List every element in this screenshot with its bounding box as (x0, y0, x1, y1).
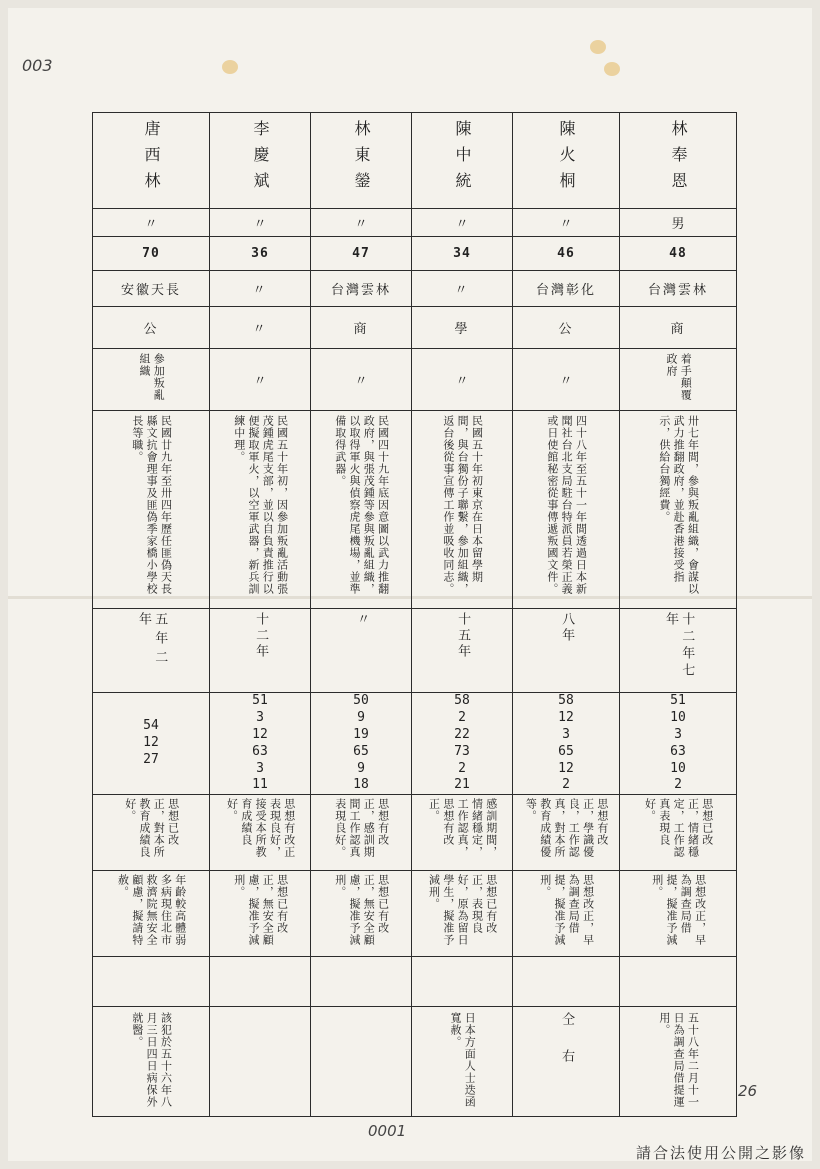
table-row-sex (93, 209, 737, 237)
cell-remarks (412, 1007, 513, 1117)
remarks-text: 日本方面人士迭函寬赦。 (449, 1011, 477, 1108)
cell-sex: 〃 (311, 209, 412, 237)
date-value: 10 (670, 709, 686, 725)
cell-remarks (311, 1007, 412, 1117)
cell-dates (311, 693, 412, 795)
date-value: 65 (558, 743, 574, 759)
cell-dates (210, 693, 311, 795)
table-row-dates (93, 693, 737, 795)
prisoner-table (92, 112, 737, 1117)
date-value: 12 (558, 709, 574, 725)
cell-dates (93, 693, 210, 795)
cell-occupation: 公 (93, 307, 210, 349)
table-row-sentence (93, 609, 737, 693)
cell-facts (412, 411, 513, 609)
conduct-text: 思想已改正，情緒穩定，工作認真表現良好。 (643, 797, 714, 858)
cell-age: 34 (412, 237, 513, 271)
sentence-text: 五年二年 (136, 611, 168, 669)
cell-name (620, 113, 737, 209)
cell-blank (311, 957, 412, 1007)
cell-origin: 〃 (412, 271, 513, 307)
conduct-text: 思想有改正表現良好，接受本所教育成績良好。 (225, 797, 296, 858)
date-value: 3 (674, 726, 682, 742)
cell-origin: 台灣雲林 (311, 271, 412, 307)
cell-opinion (210, 871, 311, 957)
cell-dates (513, 693, 620, 795)
cell-crime: 〃 (311, 349, 412, 411)
cell-conduct (513, 795, 620, 871)
cell-age: 70 (93, 237, 210, 271)
date-value: 9 (357, 709, 365, 725)
cell-sentence (412, 609, 513, 693)
cell-opinion (412, 871, 513, 957)
date-value: 58 (558, 693, 574, 708)
date-value: 63 (670, 743, 686, 759)
cell-remarks (93, 1007, 210, 1117)
staple-hole (590, 40, 606, 54)
corner-number-annotation: 26 (738, 1082, 758, 1100)
cell-blank (93, 957, 210, 1007)
cell-crime: 〃 (412, 349, 513, 411)
remarks-text: 仝右 (559, 1011, 575, 1086)
cell-occupation: 〃 (210, 307, 311, 349)
sentence-text: 十二年 (253, 611, 269, 660)
prisoner-name: 陳火桐 (557, 119, 576, 198)
cell-sentence (620, 609, 737, 693)
conduct-text: 思想有改正，學識優良，工作認真，對本所教育成績優等。 (524, 797, 609, 858)
cell-remarks (620, 1007, 737, 1117)
sentence-text: 〃 (354, 611, 370, 628)
date-value: 51 (252, 693, 268, 708)
cell-age: 48 (620, 237, 737, 271)
table-row-remarks (93, 1007, 737, 1117)
conduct-text: 感訓期間，情緒穩定，工作認真，思想有改正。 (427, 797, 498, 858)
conduct-text: 思想已改正，對本所教育成績良好。 (123, 797, 180, 858)
sentence-text: 十二年七年 (663, 611, 695, 680)
cell-crime (620, 349, 737, 411)
date-value: 12 (558, 760, 574, 776)
cell-origin: 台灣雲林 (620, 271, 737, 307)
table-row-opinion (93, 871, 737, 957)
date-value: 27 (143, 752, 159, 768)
date-value: 63 (252, 743, 268, 759)
cell-blank (412, 957, 513, 1007)
prisoner-name: 陳中統 (453, 119, 472, 198)
cell-crime (93, 349, 210, 411)
date-value: 73 (454, 743, 470, 759)
table-row-blank (93, 957, 737, 1007)
facts-text: 民國五十年初，因參加叛亂活動張茂鍾虎尾支部，並以自負責推行以便擬取軍火，以空軍武器，新兵訓練中理。 (232, 414, 289, 595)
sentence-text: 八年 (559, 611, 575, 644)
date-value: 2 (674, 777, 682, 793)
facts-text: 四十八年至五十一年間透過日本新聞社台北支局駐台特派員若榮正義或日使館秘密從事傳遞叛國文件。 (545, 414, 588, 595)
cell-sex: 〃 (412, 209, 513, 237)
cell-occupation: 學 (412, 307, 513, 349)
cell-sentence (311, 609, 412, 693)
cell-conduct (620, 795, 737, 871)
cell-sex: 男 (620, 209, 737, 237)
date-value: 65 (353, 743, 369, 759)
cell-crime: 〃 (513, 349, 620, 411)
table-row-origin (93, 271, 737, 307)
cell-facts (513, 411, 620, 609)
date-value: 58 (454, 693, 470, 708)
cell-conduct (210, 795, 311, 871)
facts-text: 民國四十九年底因意圖以武力推翻政府，與張茂鍾等參與叛亂組織，以取得軍火與偵察虎尾機場，並準備取得武器。 (333, 414, 390, 595)
cell-origin: 安徽天長 (93, 271, 210, 307)
cell-sentence (93, 609, 210, 693)
cell-opinion (93, 871, 210, 957)
date-value: 54 (143, 718, 159, 734)
cell-remarks (513, 1007, 620, 1117)
cell-occupation: 商 (620, 307, 737, 349)
cell-sentence (513, 609, 620, 693)
prisoner-name: 林東鎣 (352, 119, 371, 198)
date-value: 2 (458, 760, 466, 776)
prisoner-name: 李慶斌 (251, 119, 270, 198)
cell-occupation: 商 (311, 307, 412, 349)
cell-origin: 台灣彰化 (513, 271, 620, 307)
date-value: 11 (252, 777, 268, 793)
table-row-age (93, 237, 737, 271)
cell-occupation: 公 (513, 307, 620, 349)
sentence-text: 十五年 (455, 611, 471, 660)
date-value: 2 (562, 777, 570, 793)
page-number-annotation: 003 (22, 56, 53, 75)
cell-remarks (210, 1007, 311, 1117)
bottom-number-annotation: 0001 (368, 1122, 407, 1140)
cell-opinion (620, 871, 737, 957)
prisoner-name: 林奉恩 (669, 119, 688, 198)
facts-text: 民國五十年初東京在日本留學期間，與台獨份子聯繫，參加組織，返台後從事宣傳工作並吸收同志。 (441, 414, 484, 595)
cell-name (513, 113, 620, 209)
remarks-text: 該犯於五十六年八月三日四日病保外就醫。 (130, 1011, 173, 1108)
facts-text: 民國廿九年至卅四年歷任匪偽天長縣文抗會理事及匪偽季家橋小學校長等職。 (130, 414, 173, 595)
cell-age: 47 (311, 237, 412, 271)
date-value: 3 (562, 726, 570, 742)
cell-name (93, 113, 210, 209)
facts-text: 卅七年間，參與叛亂組織，會謀以武力推翻政府，並赴香港接受指示，供給台獨經費。 (657, 414, 700, 595)
cell-crime: 〃 (210, 349, 311, 411)
cell-opinion (513, 871, 620, 957)
date-value: 3 (256, 760, 264, 776)
cell-origin: 〃 (210, 271, 311, 307)
date-value: 19 (353, 726, 369, 742)
date-value: 51 (670, 693, 686, 708)
date-value: 9 (357, 760, 365, 776)
table-row-facts (93, 411, 737, 609)
cell-facts (210, 411, 311, 609)
staple-hole (222, 60, 238, 74)
date-value: 18 (353, 777, 369, 793)
cell-blank (620, 957, 737, 1007)
remarks-text: 五十八年二月十一日為調查局借提運用。 (657, 1011, 700, 1108)
cell-facts (620, 411, 737, 609)
opinion-text: 思想已有改正，表現良好，原為留日學生，擬准予減刑。 (427, 873, 498, 946)
date-value: 3 (256, 709, 264, 725)
cell-conduct (412, 795, 513, 871)
cell-sex: 〃 (210, 209, 311, 237)
cell-opinion (311, 871, 412, 957)
table-row-name (93, 113, 737, 209)
opinion-text: 思想已有改正，無安全顧慮，擬准予減刑。 (333, 873, 390, 946)
crime-text: 着手顛覆政府 (665, 352, 693, 401)
cell-name (311, 113, 412, 209)
date-value: 21 (454, 777, 470, 793)
cell-sex: 〃 (513, 209, 620, 237)
cell-dates (412, 693, 513, 795)
cell-conduct (93, 795, 210, 871)
opinion-text: 思想改正，早為調查局借提，擬准予減刑。 (538, 873, 595, 946)
date-value: 50 (353, 693, 369, 708)
cell-name (412, 113, 513, 209)
prisoner-name: 唐西林 (142, 119, 161, 198)
opinion-text: 思想已有改正，無安全顧慮，擬准予減刑。 (232, 873, 289, 946)
table-row-conduct (93, 795, 737, 871)
date-value: 2 (458, 709, 466, 725)
cell-facts (93, 411, 210, 609)
date-value: 12 (143, 735, 159, 751)
opinion-text: 年齡較高體弱多病現住北市救濟院無安全顧慮，擬請特赦。 (116, 873, 187, 946)
crime-text: 參加叛亂組織 (138, 352, 166, 401)
cell-conduct (311, 795, 412, 871)
table-row-crime (93, 349, 737, 411)
cell-sentence (210, 609, 311, 693)
date-value: 22 (454, 726, 470, 742)
public-archive-stamp: 請合法使用公開之影像 (635, 1144, 806, 1162)
date-value: 12 (252, 726, 268, 742)
date-value: 10 (670, 760, 686, 776)
cell-blank (513, 957, 620, 1007)
table-row-occupation (93, 307, 737, 349)
cell-sex: 〃 (93, 209, 210, 237)
cell-age: 36 (210, 237, 311, 271)
cell-facts (311, 411, 412, 609)
cell-blank (210, 957, 311, 1007)
conduct-text: 思想有改正，感訓期間工作認真表現良好。 (333, 797, 390, 858)
staple-hole (604, 62, 620, 76)
cell-name (210, 113, 311, 209)
cell-age: 46 (513, 237, 620, 271)
opinion-text: 思想改正，早為調查局借提，擬准予減刑。 (650, 873, 707, 946)
cell-dates (620, 693, 737, 795)
